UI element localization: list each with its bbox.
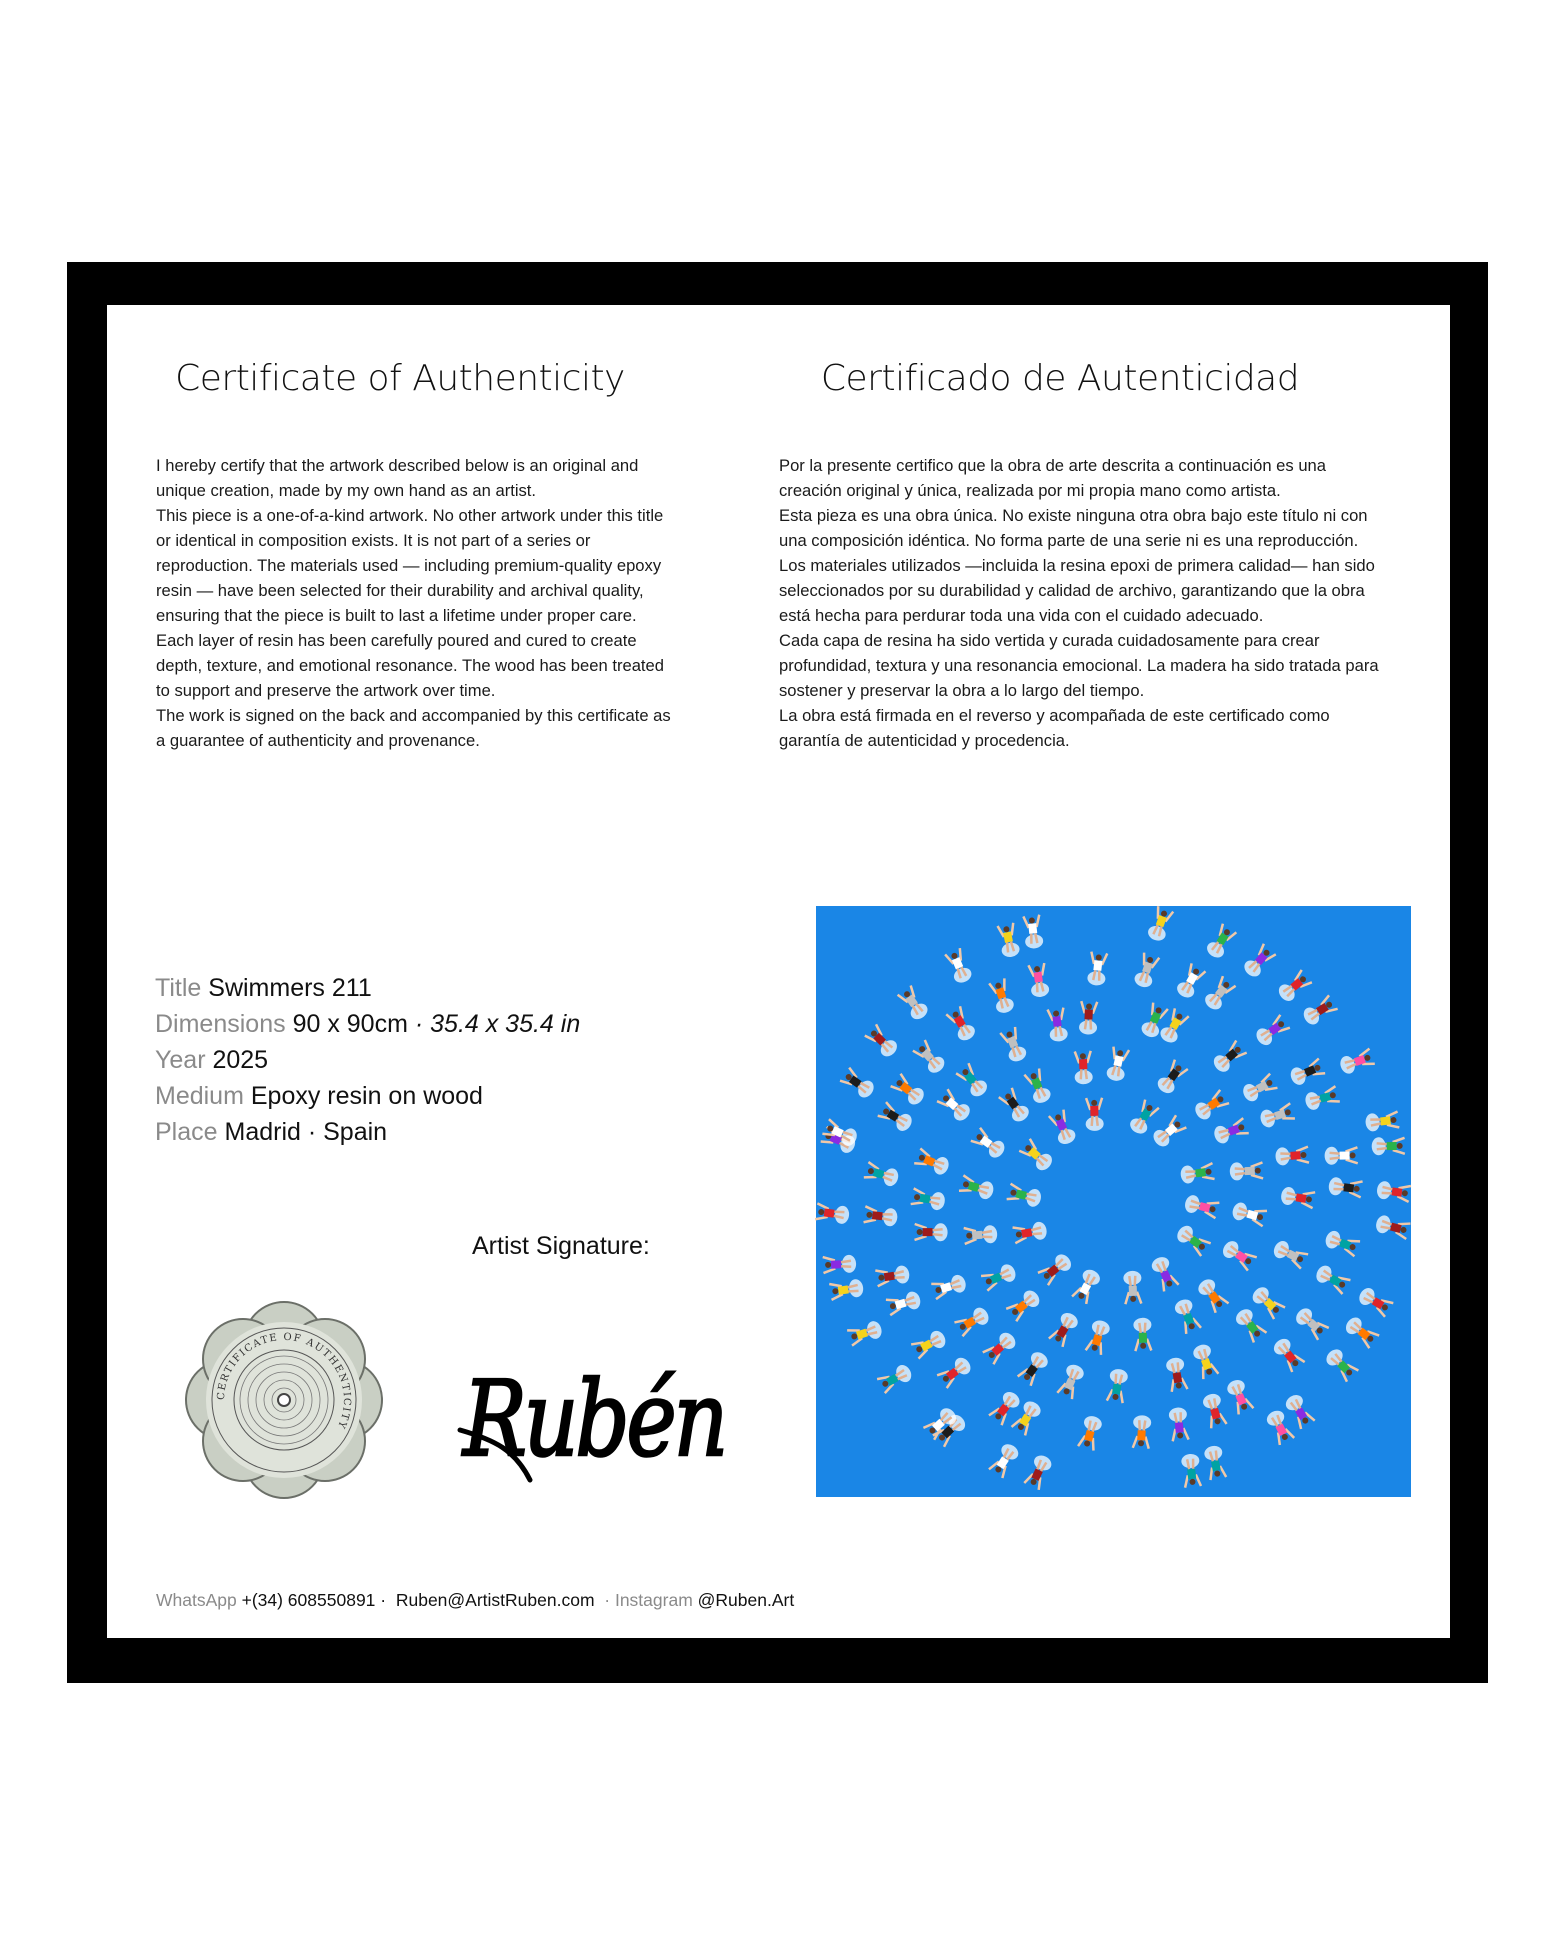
detail-dimensions [155,1006,580,1042]
swimmer-figure [1027,963,1050,998]
authenticity-seal-icon [184,1300,384,1500]
detail-label: Medium [155,1082,244,1110]
swimmer-figure [1338,1048,1375,1076]
artist-signature-image [455,1295,735,1505]
swimmer-figure [1201,1392,1227,1429]
swimmer-figure [1231,1201,1268,1227]
swimmer-figure [1173,1297,1202,1334]
swimmer-figure [1324,1146,1357,1165]
swimmer-figure [1323,1229,1360,1258]
swimmer-figure [1303,1085,1340,1111]
swimmer-figure [988,1389,1022,1426]
swimmer-figure [912,1039,947,1076]
english-paragraph: Each layer of resin has been carefully poured and cured to create depth, texture, and emotional resonance. The wood has been treated to support and preserve the artwork over time. [156,631,664,700]
swimmer-figure [1174,963,1206,1001]
swimmer-figure [839,1067,876,1101]
swimmer-figure [1133,952,1161,989]
swimmer-figure [982,1330,1019,1365]
english-body [156,453,676,753]
swimmer-figure [999,1027,1028,1064]
swimmer-figure [1132,1415,1152,1449]
swimmer-figure [1017,1349,1051,1386]
swimmer-figure [864,1161,901,1188]
swimmer-figure [1271,1238,1309,1269]
swimmer-figure [1301,994,1339,1027]
swimmer-figure [1249,1284,1285,1320]
swimmer-figure [890,1073,927,1108]
spanish-paragraph: Cada capa de resina ha sido vertida y curada cuidadosamente para crear profundidad, textura y una resonancia emocional. La madera ha sido tratada para sostener y preservar la obra a lo largo del tiempo. [779,631,1379,700]
swimmer-figure [1372,1137,1405,1156]
swimmer-figure [1376,1180,1411,1203]
swimmer-figure [1012,1221,1048,1245]
swimmer-figure [988,1441,1021,1478]
swimmer-figure [1225,1377,1254,1414]
swimmer-figure [1328,1177,1363,1199]
swimmers-painting [816,906,1411,1497]
swimmer-figure [1181,1453,1202,1488]
swimmer-figure [1374,1214,1411,1240]
swimmer-figure [1323,1346,1359,1382]
swimmer-figure [1220,1238,1257,1271]
swimmer-figure [1077,1414,1103,1451]
swimmer-figure [1006,1183,1042,1209]
whatsapp-number[interactable]: +(34) 608550891 · [241,1590,387,1610]
detail-value-inches: · 35.4 x 35.4 in [414,1010,581,1038]
swimmer-figure [959,1174,996,1200]
swimmer-figure [815,1202,850,1224]
english-paragraph: This piece is a one-of-a-kind artwork. No other artwork under this title or identical in composition exists. It is not part of a series or reproduction. The materials used — including premium-quality epoxy resin — have been selected for their durability and archival quality, ensuring that the piece is built to last a lifetime under proper care. [156,506,664,625]
swimmer-figure [1229,1161,1263,1180]
swimmer-figure [886,1290,923,1316]
swimmer-figure [1276,969,1313,1004]
spanish-title: Certificado de Autenticidad [820,358,1300,399]
swimmer-figure [1048,1109,1078,1146]
swimmer-figure [955,1063,990,1100]
detail-place [155,1114,580,1150]
swimmer-figure [877,1101,915,1134]
swimmer-figure [1006,1287,1043,1322]
swimmer-figure [936,1355,973,1389]
swimmer-figure [877,1362,915,1394]
swimmer-figure [847,1319,884,1346]
detail-value: Swimmers 211 [208,974,372,1002]
signature-name: Rubén [461,1358,725,1480]
swimmer-figure [1105,1046,1130,1082]
swimmer-figure [997,923,1021,959]
detail-label: Dimensions [155,1010,286,1038]
swimmer-figure [1133,1317,1152,1351]
swimmer-figure [1233,1306,1267,1343]
swimmer-figure [1241,943,1276,980]
swimmer-figure [1127,1099,1159,1137]
swimmer-figure [936,1088,973,1123]
swimmer-figure [1203,1444,1227,1480]
swimmer-figure [864,1024,900,1060]
swimmer-figure [1047,1007,1069,1042]
swimmer-figure [1240,1073,1278,1104]
swimmer-figure [823,1254,857,1274]
spanish-paragraph: Por la presente certifico que la obra de arte descrita a continuación es una creación original y única, realizada por mi propia mano como artista. [779,456,1327,500]
detail-title [155,970,580,1006]
swimmer-figure [1212,1117,1249,1145]
swimmer-figure [1293,1305,1330,1340]
swimmer-figure [1283,1392,1316,1430]
swimmer-figure [1074,1051,1093,1085]
artwork-image-swimmers [816,906,1411,1497]
seal-text: CERTIFICATE OF AUTHENTICITY [215,1331,353,1431]
swimmer-figure [945,1006,977,1044]
swimmer-figure [1280,1186,1315,1209]
swimmer-figure [1183,1194,1219,1220]
swimmer-figure [970,1127,1007,1161]
english-title: Certificate of Authenticity [175,358,625,399]
swimmer-figure [1271,1336,1306,1373]
detail-label: Title [155,974,202,1002]
swimmer-figure [1180,1162,1215,1184]
swimmer-figure [1191,1342,1219,1379]
swimmer-figure [1085,1318,1112,1355]
swimmer-figure [1087,952,1109,987]
swimmer-figure [1258,1102,1295,1129]
swimmer-figure [1275,1146,1309,1166]
swimmer-figure [1313,1263,1351,1295]
instagram-label: · Instagram [604,1590,693,1610]
swimmer-figure [1204,923,1237,960]
artwork-details [155,970,580,1150]
swimmer-figure [1150,1114,1187,1149]
swimmer-figure [998,1087,1032,1124]
swimmer-figure [914,1148,951,1177]
swimmer-figure [1071,1267,1102,1305]
swimmer-figure [1155,1059,1189,1096]
swimmer-figure [1202,975,1236,1012]
swimmer-figure [1149,1254,1179,1292]
spanish-paragraph: Esta pieza es una obra única. No existe ninguna otra obra bajo este título ni con una composición idéntica. No forma parte de una serie ni es una reproducción. Los materiales utilizados —incluida la resina epoxi de primera calidad— han sido seleccionados por su durabilidad y calidad de archivo, garantizando que la obra está hecha para perdurar toda una vida con el cuidado adecuado. [779,506,1375,625]
swimmer-figure [1211,1040,1248,1075]
swimmer-figure [1048,1310,1081,1348]
detail-year [155,1042,580,1078]
swimmer-figure [1165,1356,1188,1392]
swimmer-figure [910,1187,946,1211]
swimmer-figure [981,1262,1018,1292]
swimmer-figure [1174,1223,1211,1257]
detail-value: Madrid · Spain [224,1118,388,1146]
detail-medium [155,1078,580,1114]
swimmer-figure [875,1265,910,1288]
instagram-handle[interactable]: @Ruben.Art [697,1590,795,1610]
swimmer-figure [954,1305,992,1337]
spanish-paragraph: La obra está firmada en el reverso y acompañada de este certificado como garantía de autenticidad y procedencia. [779,706,1330,750]
swimmer-figure [964,1225,998,1245]
swimmer-figure [915,1223,948,1241]
swimmer-figure [1019,1138,1056,1173]
swimmer-figure [1106,1368,1129,1403]
artist-signature-label: Artist Signature: [472,1232,650,1260]
email-link[interactable]: Ruben@ArtistRuben.com [395,1590,595,1610]
swimmer-figure [1123,1271,1142,1305]
swimmer-figure [1056,1362,1086,1399]
swimmer-figure [1085,1098,1104,1131]
swimmer-figure [1192,1089,1229,1122]
swimmer-figure [911,1328,949,1359]
detail-label: Place [155,1118,218,1146]
swimmer-figure [863,1205,898,1227]
swimmer-figure [1264,1408,1295,1446]
swimmer-figure [1146,906,1174,943]
swimmer-figure [1365,1111,1400,1133]
swimmer-figure [1022,915,1044,950]
detail-value: 90 x 90cm [292,1010,408,1038]
swimmer-figure [1079,1001,1099,1035]
swimmer-figure [944,948,974,985]
swimmer-figure [1023,1068,1052,1105]
english-paragraph: The work is signed on the back and accompanied by this certificate as a guarantee of authenticity and provenance. [156,706,671,750]
spanish-body [779,453,1384,753]
english-paragraph: I hereby certify that the artwork described below is an original and unique creation, made by my own hand as an artist. [156,456,639,500]
swimmer-figure [1356,1285,1394,1317]
swimmer-figure [1288,1058,1325,1088]
detail-value: Epoxy resin on wood [250,1082,483,1110]
swimmer-figure [1168,1407,1189,1442]
swimmer-figure [897,985,931,1022]
detail-value: 2025 [212,1046,269,1074]
swimmer-figure [1023,1453,1053,1491]
swimmer-figure [1343,1314,1380,1349]
contact-footer [156,1590,794,1611]
whatsapp-label: WhatsApp [156,1590,237,1610]
detail-label: Year [155,1046,206,1074]
swimmer-figure [1037,1251,1074,1286]
swimmer-figure [988,978,1015,1015]
swimmer-figure [931,1273,968,1300]
swimmer-figure [1253,1014,1290,1048]
swimmer-figure [829,1278,864,1301]
swimmer-figure [1195,1276,1229,1313]
